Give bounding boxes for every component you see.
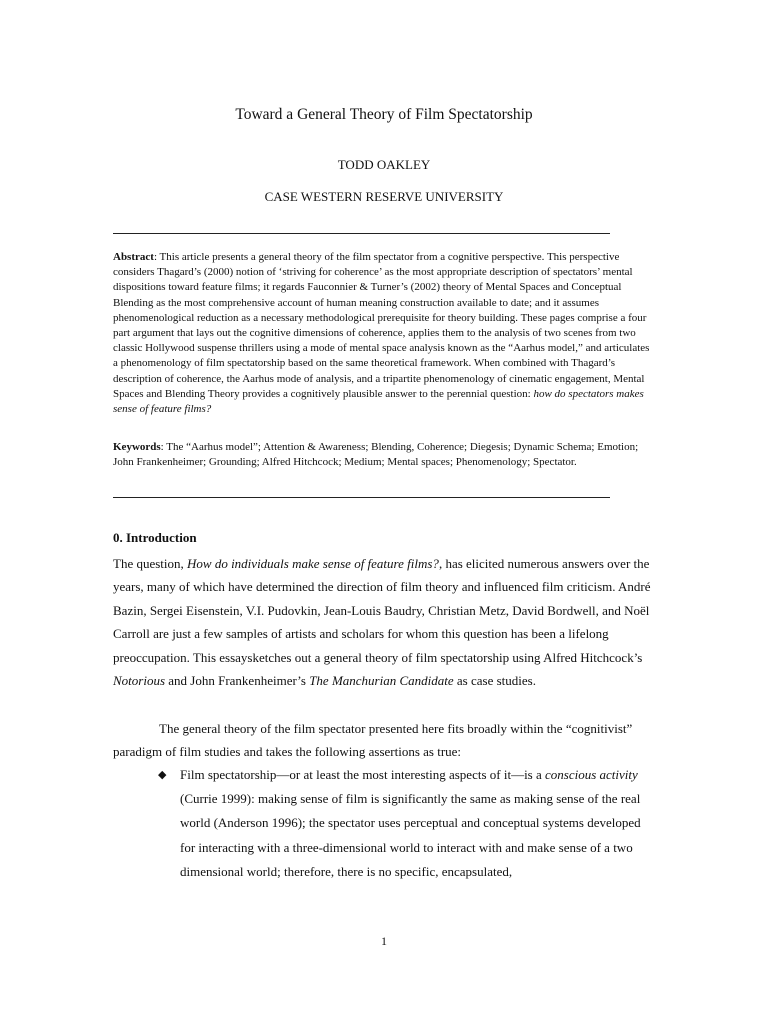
- paper-title: Toward a General Theory of Film Spectatorship: [235, 106, 533, 123]
- abstract-label: Abstract: [113, 251, 154, 263]
- intro-text: and John Frankenheimer’s: [165, 673, 310, 689]
- author-name: TODD OAKLEY: [337, 157, 431, 172]
- abstract-text: : This article presents a general theory of the film spectator from a cognitive perspective. This perspective considers Thagard’s (2000) notion of ‘striving for coherence’ as the most appropriate description of spectators’ mental dispositions toward feature films; it regards Fauconnier & Turner’s (2002) theory of Mental Spaces and Conceptual Blending as the most comprehensive account of human meaning construction available to date; and it assumes phenomenological reduction as a necessary methodological prerequisite for theory building. These pages comprise a four part argument that lays out the cognitive dimensions of coherence, applies them to the analysis of two scenes from two classic Hollywood suspense thrillers using a mode of mental space analysis known as the “Aarhus model,” and articulates a phenomenology of film spectatorship based on the same theoretical framework. When combined with Thagard’s description of coherence, the Aarhus mode of analysis, and a tripartite phenomenology of cinematic engagement, Mental Spaces and Blending Theory provides a cognitively plausible answer to the perennial question:: [113, 251, 650, 400]
- horizontal-rule-top: [113, 233, 610, 234]
- bullet-text: Film spectatorship—or at least the most interesting aspects of it—is a: [180, 767, 546, 782]
- author-affiliation: CASE WESTERN RESERVE UNIVERSITY: [264, 189, 504, 204]
- keywords-paragraph: [113, 440, 653, 470]
- keywords-label: Keywords: [113, 441, 161, 453]
- intro-text: as case studies.: [453, 673, 536, 689]
- horizontal-rule-bottom: [113, 497, 610, 498]
- intro-paragraph-2: The general theory of the film spectator presented here fits broadly within the “cognitivist” paradigm of film studies and takes the following assertions as true:: [113, 721, 633, 760]
- intro-text: , has elicited numerous answers over the years, many of which have determined the direction of film theory and influenced film criticism. André Bazin, Sergei Eisenstein, V.I. Pudovkin, Jean-Louis Baudry, Christian Metz, David Bordwell, and Noël Carroll are just a few samples of artists and scholars for whom this question has been a lifelong preoccupation. This essaysketches out a general theory of film spectatorship using Alfred Hitchcock’s: [113, 556, 651, 665]
- film-title-notorious: Notorious: [113, 673, 166, 689]
- abstract-paragraph: [113, 250, 653, 417]
- diamond-bullet-icon: ◆: [158, 769, 167, 781]
- section-heading: 0. Introduction: [113, 530, 197, 545]
- intro-text: The question,: [113, 556, 188, 571]
- assertions-list: [158, 763, 658, 884]
- intro-italic: How do individuals make sense of feature films?: [187, 556, 439, 571]
- film-title-manchurian-candidate: The Manchurian Candidate: [309, 673, 454, 689]
- bullet-italic: conscious activity: [545, 767, 638, 782]
- list-item: [158, 763, 658, 884]
- page-number: 1: [381, 934, 387, 948]
- intro-paragraph-1: [113, 552, 658, 692]
- bullet-text: (Currie 1999): making sense of film is significantly the same as making sense of the real world (Anderson 1996); the spectator uses perceptual and conceptual systems developed for interacting with a three-dimensional world to interact with and make sense of a two dimensional world; therefore, there is no specific, encapsulated,: [180, 791, 641, 879]
- keywords-text: : The “Aarhus model”; Attention & Awareness; Blending, Coherence; Diegesis; Dynamic Schema; Emotion; John Frankenheimer; Grounding; Alfred Hitchcock; Medium; Mental spaces; Phenomenology; Spectator.: [113, 441, 639, 469]
- abstract-question: how do spectators makes sense of feature films?: [113, 387, 644, 416]
